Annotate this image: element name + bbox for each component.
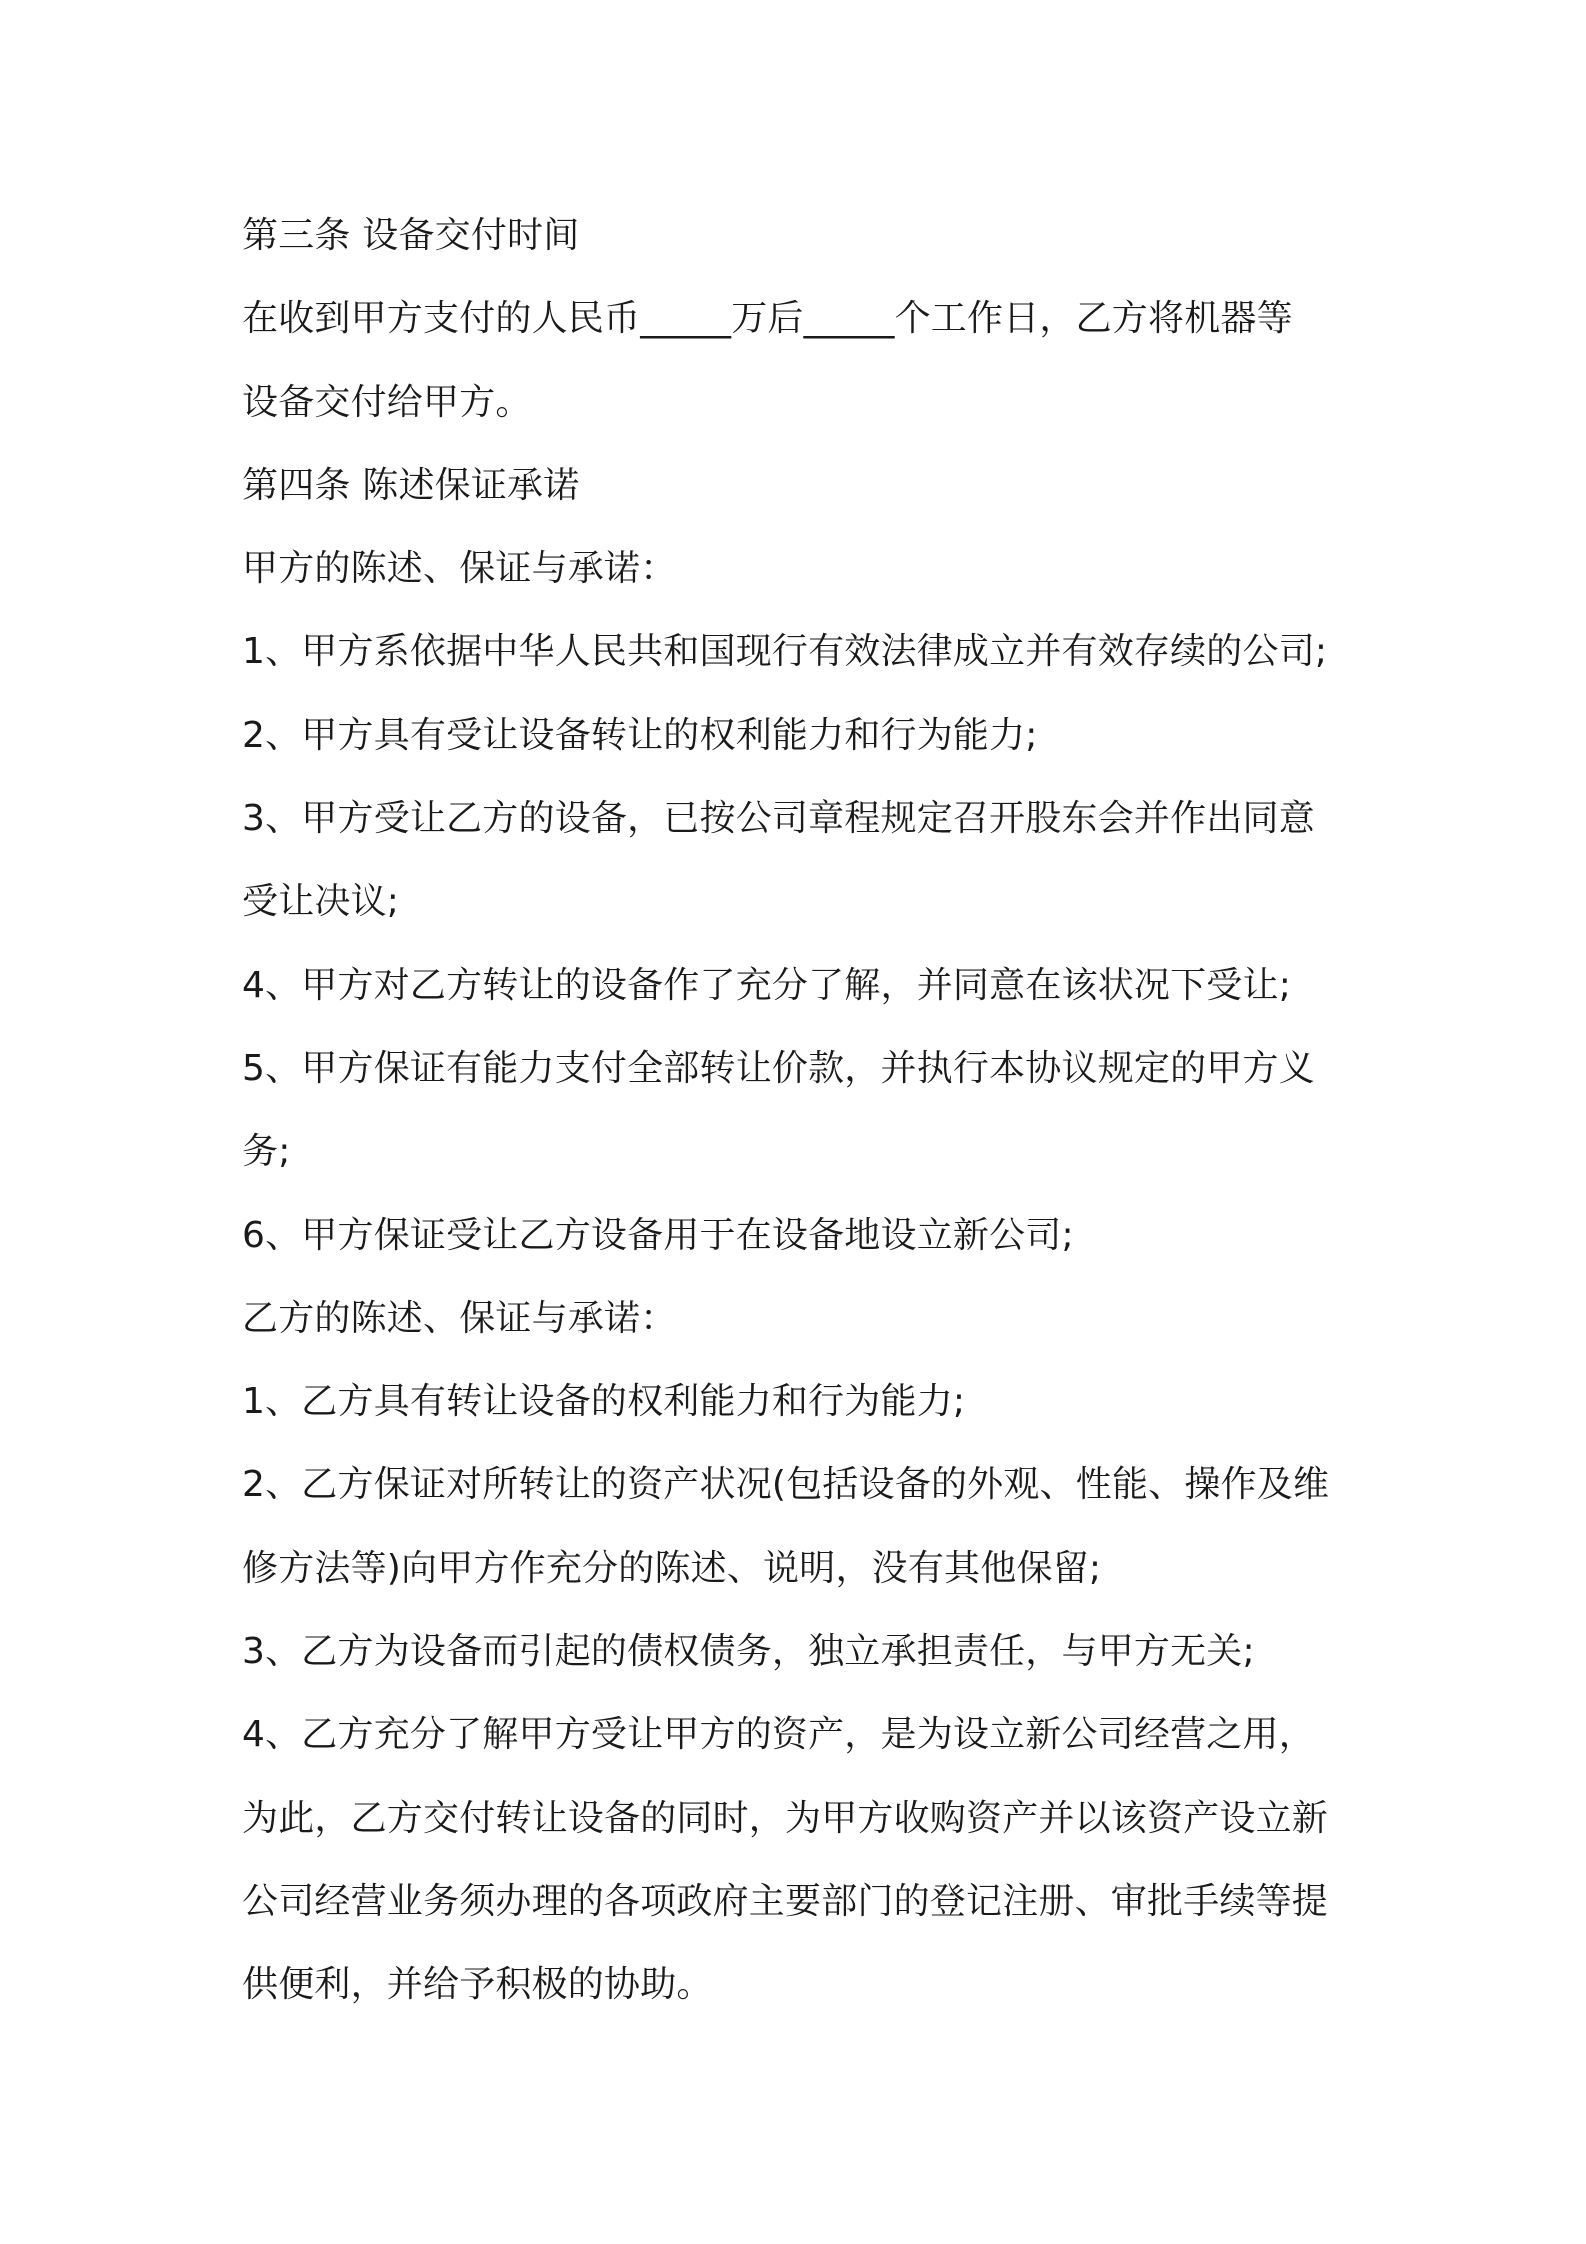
document-body (242, 194, 1362, 2027)
party-a-subheading: 甲方的陈述、保证与承诺： (242, 548, 677, 590)
party-b-item-2-cont: 修方法等)向甲方作充分的陈述、说明，没有其他保留; (242, 1547, 1102, 1589)
party-a-item-4: 4、甲方对乙方转让的设备作了充分了解，并同意在该状况下受让; (242, 964, 1292, 1006)
party-b-item-1: 1、乙方具有转让设备的权利能力和行为能力; (242, 1381, 966, 1423)
party-a-item-1: 1、甲方系依据中华人民共和国现行有效法律成立并有效存续的公司; (242, 631, 1328, 673)
paragraph-line: 设备交付给甲方。 (242, 381, 532, 423)
party-a-item-2: 2、甲方具有受让设备转让的权利能力和行为能力; (242, 714, 1038, 756)
article-4-heading: 第四条 陈述保证承诺 (242, 464, 580, 506)
party-a-item-5: 5、甲方保证有能力支付全部转让价款，并执行本协议规定的甲方义 (242, 1047, 1315, 1089)
party-b-item-3: 3、乙方为设备而引起的债权债务，独立承担责任，与甲方无关; (242, 1631, 1255, 1673)
party-a-item-6: 6、甲方保证受让乙方设备用于在设备地设立新公司; (242, 1214, 1074, 1256)
party-b-item-4: 4、乙方充分了解甲方受让甲方的资产，是为设立新公司经营之用， (242, 1714, 1315, 1756)
party-a-item-3-cont: 受让决议; (242, 881, 400, 923)
party-b-item-4-cont: 公司经营业务须办理的各项政府主要部门的登记注册、审批手续等提 (242, 1880, 1329, 1922)
party-b-subheading: 乙方的陈述、保证与承诺： (242, 1297, 677, 1339)
party-b-item-4-cont: 供便利，并给予积极的协助。 (242, 1964, 713, 2006)
paragraph-line: 在收到甲方支付的人民币_____万后_____个工作日，乙方将机器等 (242, 298, 1293, 340)
party-b-item-4-cont: 为此，乙方交付转让设备的同时，为甲方收购资产并以该资产设立新 (242, 1797, 1329, 1839)
article-3-heading: 第三条 设备交付时间 (242, 215, 580, 256)
party-a-item-5-cont: 务; (242, 1131, 291, 1173)
party-a-item-3: 3、甲方受让乙方的设备，已按公司章程规定召开股东会并作出同意 (242, 798, 1315, 840)
party-b-item-2: 2、乙方保证对所转让的资产状况(包括设备的外观、性能、操作及维 (242, 1464, 1330, 1506)
